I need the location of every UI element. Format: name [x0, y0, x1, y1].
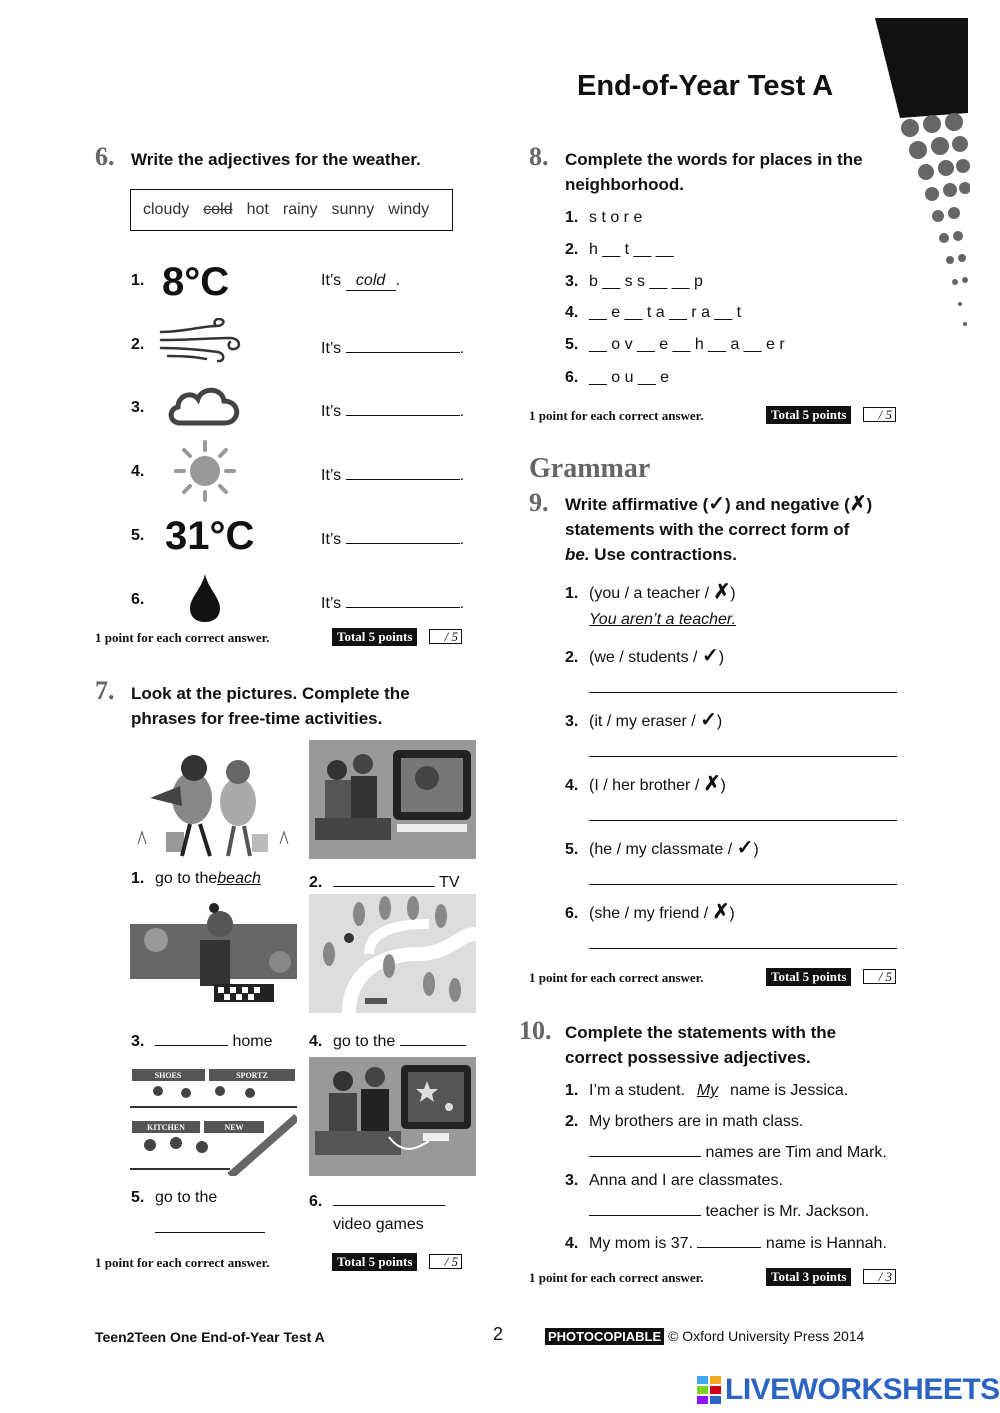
check-mark-icon: ✓ [700, 709, 717, 731]
answer-field[interactable]: My [696, 1082, 719, 1099]
item-prompt: (I / her brother / [589, 777, 700, 794]
total-points: Total 5 points [332, 1253, 417, 1271]
check-mark-icon: ✓ [708, 493, 726, 515]
item-text: go to the [333, 1033, 396, 1050]
points-note: 1 point for each correct answer. [529, 1270, 704, 1285]
liveworksheets-logo[interactable] [697, 1373, 1000, 1407]
question-number: 9. [529, 488, 549, 517]
item-number: 4. [565, 777, 579, 794]
answer-field[interactable] [346, 399, 460, 416]
sun-icon [172, 440, 238, 502]
word: hot [246, 201, 269, 218]
check-mark-icon: ✓ [736, 837, 754, 859]
item-text: video games [333, 1216, 424, 1233]
prefix: It’s [321, 467, 342, 484]
word: cloudy [143, 201, 190, 218]
answer-field[interactable] [589, 804, 897, 821]
item-text: My mom is 37. [589, 1235, 694, 1252]
cross-mark-icon: ✗ [712, 901, 730, 923]
item-number: 4. [565, 304, 579, 321]
word-puzzle[interactable]: s t o r e [589, 209, 643, 226]
video-games-picture [309, 1057, 476, 1176]
temperature-label: 31°C [165, 514, 255, 558]
item-prompt: (it / my eraser / [589, 713, 696, 730]
word-struck: cold [203, 201, 233, 218]
prefix: It’s [321, 340, 342, 357]
item-number: 6. [565, 369, 579, 386]
points-note: 1 point for each correct answer. [95, 630, 270, 645]
item-text: TV [439, 874, 460, 891]
item-number: 3. [131, 1033, 145, 1050]
item-number: 5. [565, 336, 579, 353]
item-number: 1. [131, 870, 145, 887]
item-text: teacher is Mr. Jackson. [705, 1203, 870, 1220]
mall-picture [130, 1057, 297, 1176]
item-text: name is Jessica. [729, 1082, 849, 1099]
total-points: Total 5 points [766, 406, 851, 424]
total-points: Total 5 points [332, 628, 417, 646]
answer-field[interactable] [346, 336, 460, 353]
item-number: 1. [565, 585, 579, 602]
copyright: © Oxford University Press 2014 [668, 1328, 865, 1344]
cross-mark-icon: ✗ [703, 773, 721, 795]
answer-field[interactable] [155, 1216, 265, 1233]
item-text: name is Hannah. [765, 1235, 887, 1252]
answer-field[interactable] [346, 463, 460, 480]
score-box[interactable]: / 5 [429, 1254, 462, 1269]
beach-picture [130, 740, 297, 859]
word: sunny [331, 201, 375, 218]
word-puzzle[interactable]: h __ t __ __ [589, 241, 674, 258]
item-number: 2. [565, 241, 579, 258]
answer-field[interactable]: You aren’t a teacher. [589, 611, 737, 628]
word-puzzle[interactable]: b __ s s __ __ p [589, 273, 703, 290]
answer-field[interactable] [589, 1140, 701, 1157]
score-box[interactable]: / 5 [863, 407, 896, 422]
item-number: 1. [565, 209, 579, 226]
item-text: I’m a student. [589, 1082, 686, 1099]
item-number: 6. [131, 591, 145, 608]
item-number: 3. [565, 1172, 579, 1189]
liveworksheets-wordmark: LIVEWORKSHEETS [725, 1373, 1000, 1406]
tv-picture [309, 740, 476, 859]
item-number: 4. [565, 1235, 579, 1252]
item-text: Anna and I are classmates. [589, 1172, 783, 1189]
word-puzzle[interactable]: __ o u __ e [589, 369, 670, 386]
answer-field[interactable] [346, 527, 460, 544]
temperature-label: 8°C [162, 260, 230, 304]
answer-field[interactable] [155, 1029, 228, 1046]
score-box[interactable]: / 5 [429, 629, 462, 644]
item-number: 4. [131, 463, 145, 480]
footer-title: Teen2Teen One End-of-Year Test A [95, 1329, 325, 1345]
question-instruction: Look at the pictures. Complete the phrases for free-time activities. [131, 684, 410, 728]
answer-field[interactable] [400, 1029, 466, 1046]
item-prompt: (he / my classmate / [589, 841, 733, 858]
question-instruction: Write affirmative (✓) and negative (✗) statements with the correct form of be. Use contractions. [565, 493, 873, 564]
points-note: 1 point for each correct answer. [529, 970, 704, 985]
item-text: My brothers are in math class. [589, 1113, 804, 1130]
stay-home-picture [130, 894, 297, 1013]
item-number: 3. [131, 399, 145, 416]
answer-field[interactable] [697, 1231, 761, 1248]
sign-text: NEW [224, 1123, 244, 1132]
sign-text: SHOES [154, 1071, 182, 1080]
question-number: 7. [95, 676, 115, 705]
answer-field[interactable] [589, 1199, 701, 1216]
item-number: 5. [131, 527, 145, 544]
answer-field[interactable]: cold [346, 272, 396, 291]
photocopiable-badge: PHOTOCOPIABLE [545, 1328, 664, 1345]
raindrop-icon [188, 572, 222, 624]
item-prompt: (she / my friend / [589, 905, 709, 922]
word-box [130, 189, 453, 231]
question-instruction: Complete the statements with the correct possessive adjectives. [565, 1023, 837, 1067]
park-picture [309, 894, 476, 1013]
answer-field[interactable] [589, 740, 897, 757]
answer-field[interactable] [589, 932, 897, 949]
item-number: 2. [309, 874, 323, 891]
answer-field[interactable] [346, 591, 460, 608]
answer-field[interactable] [333, 1189, 445, 1206]
item-prompt: (you / a teacher / [589, 585, 710, 602]
question-number: 8. [529, 142, 549, 171]
question-instruction: Complete the words for places in the neighborhood. [565, 150, 863, 194]
answer-field[interactable] [333, 870, 435, 887]
total-points: Total 3 points [766, 1268, 851, 1286]
cross-mark-icon: ✗ [849, 493, 867, 515]
total-points: Total 5 points [766, 968, 851, 986]
page-title: End-of-Year Test A [577, 70, 834, 102]
item-number: 6. [565, 905, 579, 922]
item-number: 2. [565, 1113, 579, 1130]
question-instruction: Write the adjectives for the weather. [131, 150, 421, 169]
item-number: 2. [565, 649, 579, 666]
sign-text: KITCHEN [147, 1123, 185, 1132]
prefix: It’s [321, 595, 342, 612]
prefix: It’s [321, 531, 342, 548]
score-box[interactable]: / 5 [863, 969, 896, 984]
cross-mark-icon: ✗ [713, 581, 731, 603]
answer-field[interactable] [589, 868, 897, 885]
item-text: go to the [155, 870, 218, 887]
item-number: 3. [565, 713, 579, 730]
item-text: go to the [155, 1189, 218, 1206]
word: windy [388, 201, 430, 218]
prefix: It’s [321, 403, 342, 420]
item-number: 3. [565, 273, 579, 290]
item-number: 2. [131, 336, 145, 353]
question-number: 10. [519, 1016, 552, 1045]
item-number: 4. [309, 1033, 323, 1050]
liveworksheets-logo-icon [697, 1376, 721, 1404]
item-text: home [232, 1033, 273, 1050]
word: rainy [282, 201, 318, 218]
prefix: It’s [321, 272, 342, 289]
item-number: 1. [131, 272, 145, 289]
cloud-icon [166, 383, 242, 429]
item-prompt: (we / students / [589, 649, 698, 666]
answer-field[interactable]: beach [217, 870, 261, 887]
score-box[interactable]: / 3 [863, 1269, 896, 1284]
points-note: 1 point for each correct answer. [529, 408, 704, 423]
word-puzzle[interactable]: __ e __ t a __ r a __ t [589, 304, 742, 321]
item-number: 5. [131, 1189, 145, 1206]
wind-icon [158, 318, 244, 364]
item-number: 6. [309, 1193, 323, 1210]
check-mark-icon: ✓ [701, 645, 719, 667]
page-number: 2 [493, 1324, 504, 1344]
section-heading: Grammar [529, 453, 651, 484]
item-number: 5. [565, 841, 579, 858]
question-number: 6. [95, 142, 115, 171]
answer-field[interactable] [589, 676, 897, 693]
sign-text: SPORTZ [236, 1071, 268, 1080]
item-text: names are Tim and Mark. [705, 1144, 887, 1161]
word-puzzle[interactable]: __ o v __ e __ h __ a __ e r [589, 336, 785, 353]
item-number: 1. [565, 1082, 579, 1099]
points-note: 1 point for each correct answer. [95, 1255, 270, 1270]
